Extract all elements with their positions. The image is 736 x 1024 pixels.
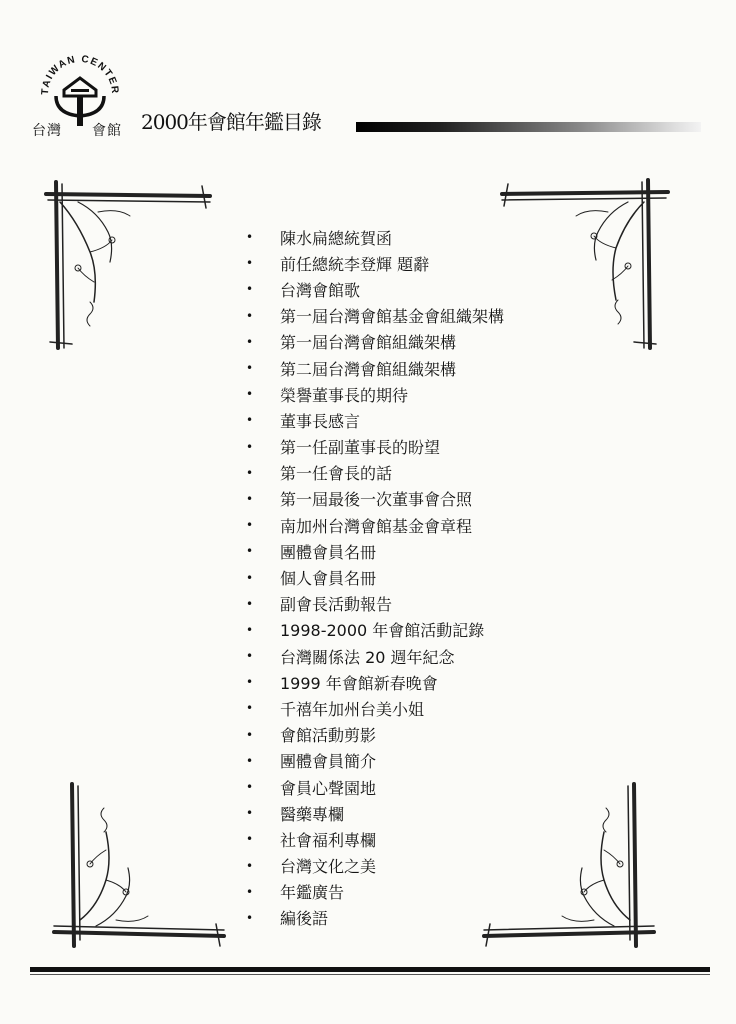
toc-item-label: 榮譽董事長的期待 xyxy=(280,385,409,405)
bullet-icon: • xyxy=(246,439,254,454)
bullet-icon: • xyxy=(246,308,254,323)
toc-item xyxy=(246,381,504,407)
bullet-icon: • xyxy=(246,858,254,873)
toc-item xyxy=(246,564,504,590)
toc-item xyxy=(246,538,504,564)
toc-item-label: 第二屆台灣會館組織架構 xyxy=(280,359,457,379)
toc-item xyxy=(246,303,504,329)
toc-item-label: 社會福利專欄 xyxy=(280,830,377,850)
bullet-icon: • xyxy=(246,675,254,690)
toc-item-label: 會員心聲園地 xyxy=(280,778,377,798)
logo-emblem-icon xyxy=(38,48,122,128)
toc-item-label: 編後語 xyxy=(280,909,329,929)
bullet-icon: • xyxy=(246,491,254,506)
toc-item xyxy=(246,355,504,381)
toc-item-label: 台灣會館歌 xyxy=(280,280,361,300)
bullet-icon: • xyxy=(246,387,254,402)
table-of-contents xyxy=(246,224,504,931)
toc-item xyxy=(246,748,504,774)
toc-item xyxy=(246,669,504,695)
toc-item-label: 台灣關係法 20 週年紀念 xyxy=(280,647,455,667)
toc-item-label: 會館活動剪影 xyxy=(280,726,377,746)
toc-item xyxy=(246,722,504,748)
toc-item-label: 第一任會長的話 xyxy=(280,464,393,484)
toc-item xyxy=(246,407,504,433)
bullet-icon: • xyxy=(246,832,254,847)
toc-item xyxy=(246,774,504,800)
bullet-icon: • xyxy=(246,413,254,428)
toc-item-label: 第一屆台灣會館基金會組織架構 xyxy=(280,307,505,327)
bullet-icon: • xyxy=(246,518,254,533)
taiwan-center-logo xyxy=(30,48,130,140)
branch-corner-icon xyxy=(38,172,218,352)
bullet-icon: • xyxy=(246,884,254,899)
toc-item xyxy=(246,434,504,460)
bullet-icon: • xyxy=(246,465,254,480)
toc-item xyxy=(246,826,504,852)
toc-item xyxy=(246,905,504,931)
toc-item-label: 醫藥專欄 xyxy=(280,804,345,824)
toc-item-label: 台灣文化之美 xyxy=(280,857,377,877)
toc-item-label: 第一任副董事長的盼望 xyxy=(280,438,441,458)
toc-item-label: 團體會員名冊 xyxy=(280,542,377,562)
branch-corner-icon xyxy=(480,780,660,960)
bullet-icon: • xyxy=(246,910,254,925)
bullet-icon: • xyxy=(246,596,254,611)
bullet-icon: • xyxy=(246,806,254,821)
title-gradient-bar xyxy=(356,122,701,132)
bullet-icon: • xyxy=(246,256,254,271)
toc-item xyxy=(246,486,504,512)
logo-caption-right: 會館 xyxy=(92,123,122,139)
toc-item-label: 千禧年加州台美小姐 xyxy=(280,699,425,719)
toc-item-label: 年鑑廣告 xyxy=(280,883,345,903)
bullet-icon: • xyxy=(246,361,254,376)
toc-item xyxy=(246,329,504,355)
toc-item-label: 個人會員名冊 xyxy=(280,569,377,589)
toc-item-label: 南加州台灣會館基金會章程 xyxy=(280,516,473,536)
bullet-icon: • xyxy=(246,282,254,297)
toc-item-label: 第一屆最後一次董事會合照 xyxy=(280,490,473,510)
toc-item xyxy=(246,591,504,617)
toc-item-label: 1999 年會館新春晚會 xyxy=(280,673,438,693)
toc-item xyxy=(246,250,504,276)
toc-item-label: 1998-2000 年會館活動記錄 xyxy=(280,621,485,641)
bullet-icon: • xyxy=(246,780,254,795)
toc-item xyxy=(246,853,504,879)
toc-item-label: 第一屆台灣會館組織架構 xyxy=(280,333,457,353)
bullet-icon: • xyxy=(246,753,254,768)
toc-item xyxy=(246,617,504,643)
bullet-icon: • xyxy=(246,649,254,664)
bullet-icon: • xyxy=(246,230,254,245)
toc-item-label: 陳水扁總統賀函 xyxy=(280,228,393,248)
page-title: 2000年會館年鑑目錄 xyxy=(141,110,321,134)
toc-item xyxy=(246,224,504,250)
footer-rule xyxy=(30,967,710,972)
toc-item-label: 團體會員簡介 xyxy=(280,752,377,772)
branch-corner-icon xyxy=(498,172,678,352)
toc-item xyxy=(246,276,504,302)
bullet-icon: • xyxy=(246,701,254,716)
toc-item xyxy=(246,643,504,669)
bullet-icon: • xyxy=(246,727,254,742)
bullet-icon: • xyxy=(246,622,254,637)
toc-item-label: 前任總統李登輝 題辭 xyxy=(280,254,430,274)
logo-ring-text: TAIWAN CENTER xyxy=(39,53,121,96)
toc-item xyxy=(246,800,504,826)
toc-item xyxy=(246,460,504,486)
toc-item xyxy=(246,879,504,905)
toc-item-label: 董事長感言 xyxy=(280,411,361,431)
bullet-icon: • xyxy=(246,570,254,585)
toc-item-label: 副會長活動報告 xyxy=(280,595,393,615)
toc-item xyxy=(246,695,504,721)
toc-item xyxy=(246,512,504,538)
logo-caption-left: 台灣 xyxy=(32,123,62,139)
bullet-icon: • xyxy=(246,544,254,559)
bullet-icon: • xyxy=(246,334,254,349)
branch-corner-icon xyxy=(46,780,226,960)
